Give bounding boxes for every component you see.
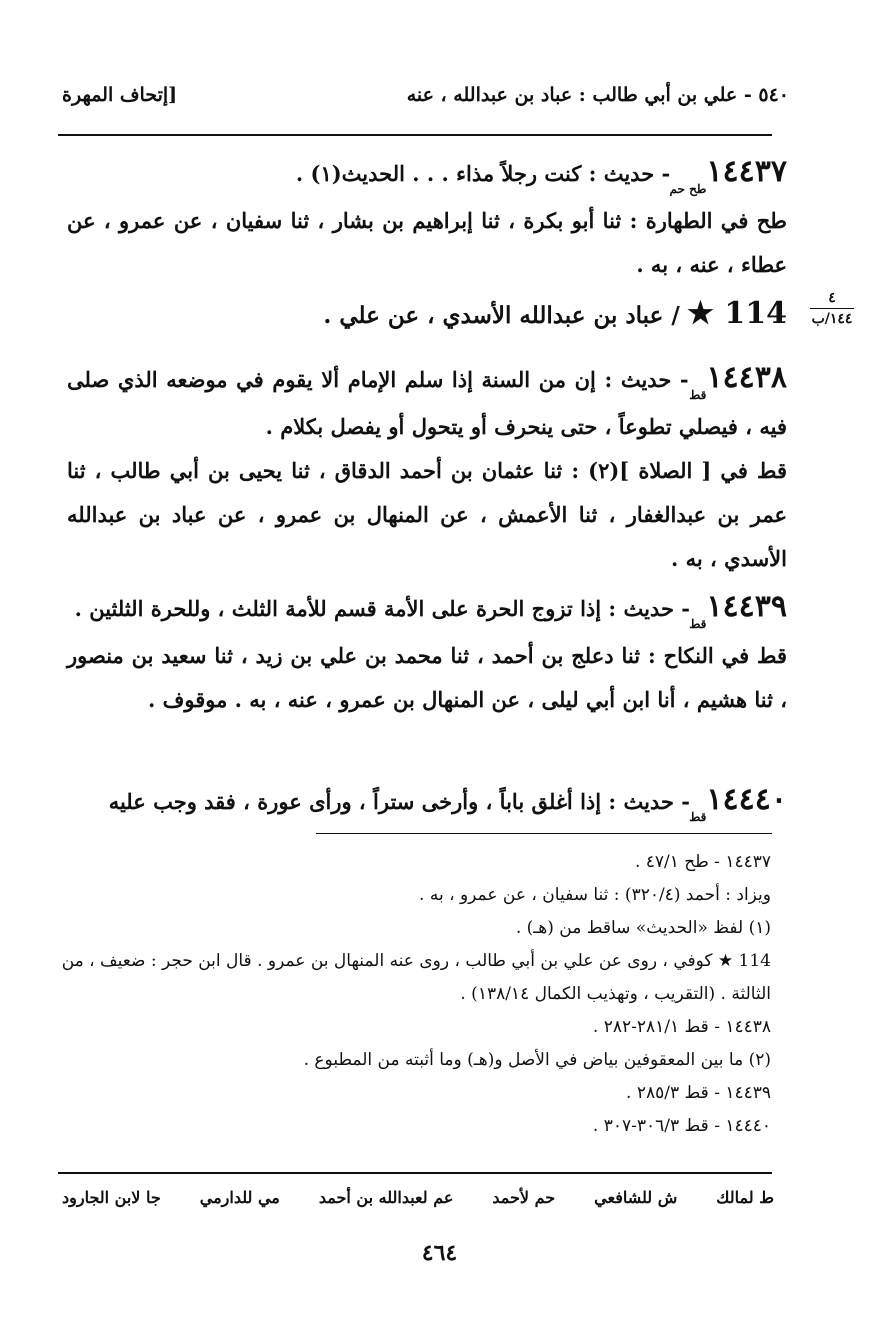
footnote-line: 114 ★ كوفي ، روى عن علي بن أبي طالب ، روى عنه المنهال بن عمرو . قال ابن حجر : ضعيف ، من الثالثة . (التقريب ، وتهذيب الكمال ١٣٨/١٤) .: [61, 951, 771, 1004]
footnote-rule: [316, 833, 772, 834]
legend-item: ش للشافعي: [594, 1188, 678, 1207]
legend-item: عم لعبدالله بن أحمد: [318, 1188, 454, 1207]
footnote-line: ١٤٤٣٨ - قط ٢٨١/١-٢٨٢ .: [592, 1017, 771, 1037]
footnote-line: ١٤٤٣٩ - قط ٢٨٥/٣ .: [626, 1083, 771, 1103]
entry-number: ١٤٤٣٧: [706, 154, 787, 189]
entry-chain: قط في النكاح : ثنا دعلج بن أحمد ، ثنا محمد بن علي بن زيد ، ثنا سعيد بن منصور ، ثنا هشيم ، أنا ابن أبي ليلى ، عن المنهال بن عمرو ، عنه ، به . موقوف .: [67, 643, 787, 712]
narrator-name: / عباد بن عبدالله الأسدي ، عن علي .: [323, 302, 680, 329]
entry-chain: طح في الطهارة : ثنا أبو بكرة ، ثنا إبراهيم بن بشار ، ثنا سفيان ، عن عمرو ، عن عطاء ، عنه ، به .: [67, 208, 787, 277]
entry-14438: [67, 356, 787, 581]
entry-heading: - حديث : إذا تزوج الحرة على الأمة قسم للأمة الثلث ، وللحرة الثلثين .: [74, 596, 690, 621]
legend-item: ط لمالك: [716, 1188, 774, 1207]
entry-number: ١٤٤٤٠: [706, 782, 787, 817]
entry-number: ١٤٤٣٩: [706, 589, 787, 624]
entry-chain: قط في [ الصلاة ](٢) : ثنا عثمان بن أحمد الدقاق ، ثنا يحيى بن أبي طالب ، ثنا عمر بن عبدالغفار ، ثنا الأعمش ، عن المنهال بن عمرو ، عن عباد بن عبدالله الأسدي ، به .: [67, 458, 787, 571]
footnote-line: (١) لفظ «الحديث» ساقط من (هـ) .: [515, 918, 771, 938]
entry-number: ١٤٤٣٨: [706, 360, 787, 395]
legend-item: جا لابن الجارود: [62, 1188, 161, 1207]
margin-ref-rule: [810, 308, 854, 309]
entry-heading: - حديث : كنت رجلاً مذاء . . . الحديث(١) .: [295, 161, 671, 186]
footnotes: [41, 846, 771, 1143]
narrator-number: 114 ★: [687, 296, 787, 331]
source-tag: قط: [689, 617, 707, 631]
footnote-line: ويزاد : أحمد (٣٢٠/٤) : ثنا سفيان ، عن عمرو ، به .: [419, 885, 771, 905]
header-rule: [58, 134, 772, 136]
entry-heading: - حديث : إذا أغلق باباً ، وأرخى ستراً ، ورأى عورة ، فقد وجب عليه: [108, 789, 690, 814]
margin-manuscript-ref: [802, 290, 862, 327]
running-header-book: [إتحاف المهرة: [62, 84, 178, 106]
margin-ref-top: ٤: [828, 290, 836, 306]
entry-14439: [67, 585, 787, 722]
source-tag: قط: [689, 810, 707, 824]
legend-item: مي للدارمي: [199, 1188, 280, 1207]
entry-14437: [67, 150, 787, 287]
footnote-line: ١٤٤٣٧ - طح ٤٧/١ .: [634, 852, 771, 872]
entry-heading: - حديث : إن من السنة إذا سلم الإمام ألا يقوم في موضعه الذي صلى فيه ، فيصلي تطوعاً ، حتى ينحرف أو يتحول أو يفصل بكلام .: [67, 367, 787, 439]
source-tag: قط: [689, 388, 707, 402]
page-number: ٤٦٤: [421, 1240, 458, 1266]
footnote-line: ١٤٤٤٠ - قط ٣٠٦/٣-٣٠٧ .: [592, 1116, 771, 1136]
running-header-title: ٥٤٠ - علي بن أبي طالب : عباد بن عبدالله ، عنه: [406, 84, 789, 106]
footnote-line: (٢) ما بين المعقوفين بياض في الأصل و(هـ) وما أثبته من المطبوع .: [303, 1050, 771, 1070]
legend-item: حم لأحمد: [492, 1188, 556, 1207]
legend-rule: [58, 1172, 772, 1174]
abbreviation-legend: [62, 1188, 774, 1207]
margin-ref-bottom: ١٤٤/ب: [811, 311, 853, 327]
source-tag: طح حم: [669, 182, 707, 196]
entry-14440: [67, 778, 787, 827]
narrator-heading: [67, 292, 787, 338]
